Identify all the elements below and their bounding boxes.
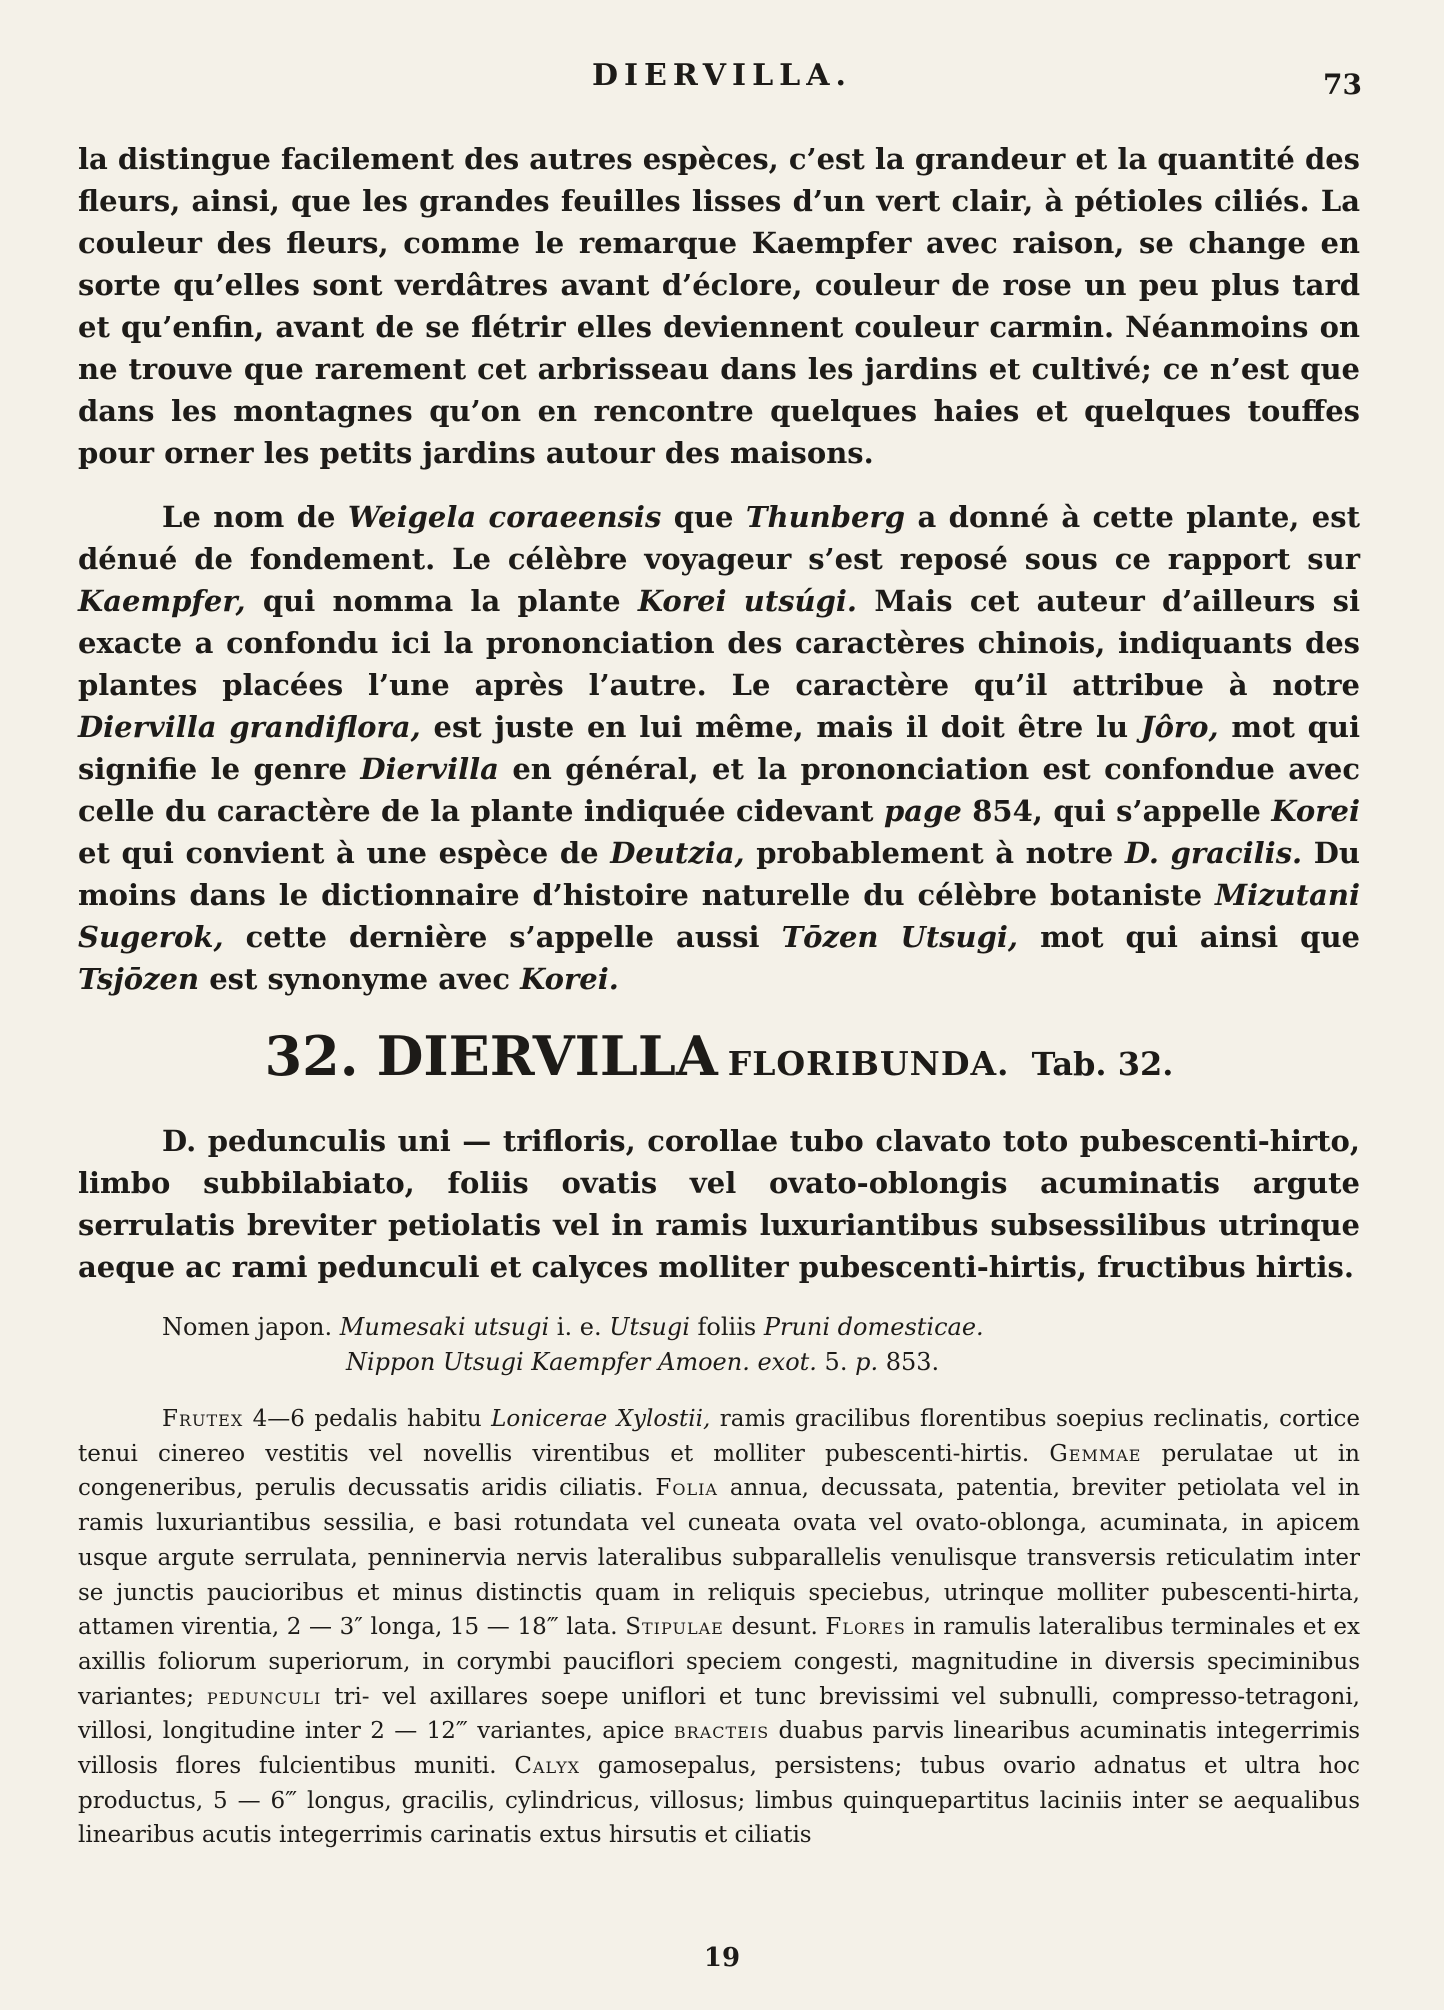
synonymy-line-japanese-name: Nomen japon. Mumesaki utsugi i. e. Utsugi foliis Pruni domesticae. <box>162 1313 984 1341</box>
synonymy-line-kaempfer: Nippon Utsugi Kaempfer Amoen. exot. 5. p. 853. <box>346 1348 940 1376</box>
page-number: 73 <box>1323 68 1362 101</box>
species-genus: DIERVILLA <box>376 1024 718 1088</box>
paragraph-continuation: la distingue facilement des autres espèces, c’est la grandeur et la quantité des fleurs, ainsi, que les grandes feuilles lisses d’un vert clair, à pétioles ciliés. La couleur des fleurs, comme le remarque Kaempfer avec raison, se change en sorte qu’elles sont verdâtres avant d’éclore, couleur de rose un peu plus tard et qu’enfin, avant de se flétrir elles deviennent couleur carmin. Néanmoins on ne trouve que rarement cet arbrisseau dans les jardins et cultivé; ce n’est que dans les montagnes qu’on en rencontre quelques haies et quelques touffes pour orner les petits jardins autour des maisons. <box>78 142 1360 470</box>
paragraph-weigela-note: Le nom de Weigela coraeensis que Thunberg a donné à cette plante, est dénué de fondement. Le célèbre voyageur s’est reposé sous ce rapport sur Kaempfer, qui nomma la plante Korei utsúgi. Mais cet auteur d’ailleurs si exacte a confondu ici la prononciation des caractères chinois, indiquants des plantes placées l’une après l’autre. Le caractère qu’il attribue à notre Diervilla grandiflora, est juste en lui même, mais il doit être lu Jôro, mot qui signifie le genre Diervilla en général, et la prononciation est confondue avec celle du caractère de la plante indiquée cidevant page 854, qui s’appelle Korei et qui convient à une espèce de Deutzia, probablement à notre D. gracilis. Du moins dans le dictionnaire d’histoire naturelle du célèbre botaniste Mizutani Sugerok, cette dernière s’appelle aussi Tōzen Utsugi, mot qui ainsi que Tsjōzen est synonyme avec Korei. <box>78 500 1361 996</box>
species-number: 32. <box>264 1024 359 1088</box>
species-diagnosis: D. pedunculis uni — trifloris, corollae tubo clavato toto pubescenti-hirto, limbo subbilabiato, foliis ovatis vel ovato-oblongis acuminatis argute serrulatis breviter petiolatis vel in ramis luxuriantibus subsessilibus utrinque aeque ac rami pedunculi et calyces molliter pubescenti-hirtis, fructibus hirtis. <box>78 1124 1360 1284</box>
plate-reference: Tab. 32. <box>1031 1045 1174 1083</box>
species-heading <box>78 1022 1360 1098</box>
species-epithet: FLORIBUNDA. <box>727 1044 1010 1083</box>
signature-mark: 19 <box>703 1943 741 1973</box>
running-head: DIERVILLA. <box>592 58 852 93</box>
synonymy <box>162 1310 1360 1380</box>
species-description: Frutex 4—6 pedalis habitu Lonicerae Xylostii, ramis gracilibus florentibus soepius reclinatis, cortice tenui cinereo vestitis vel novellis virentibus et molliter pubescenti-hirtis. Gemmae perulatae ut in congeneribus, perulis decussatis aridis ciliatis. Folia annua, decussata, patentia, breviter petiolata vel in ramis luxuriantibus sessilia, e basi rotundata vel cuneata ovata vel ovato-oblonga, acuminata, in apicem usque argute serrulata, penninervia nervis lateralibus subparallelis venulisque transversis reticulatim inter se junctis paucioribus et minus distinctis quam in reliquis speciebus, utrinque molliter pubescenti-hirta, attamen virentia, 2 — 3″ longa, 15 — 18‴ lata. Stipulae desunt. Flores in ramulis lateralibus terminales et ex axillis foliorum superiorum, in corymbi pauciflori speciem congesti, magnitudine in diversis speciminibus variantes; pedunculi tri- vel axillares soepe uniflori et tunc brevissimi vel subnulli, compresso-tetragoni, villosi, longitudine inter 2 — 12‴ variantes, apice bracteis duabus parvis linearibus acuminatis integerrimis villosis flores fulcientibus muniti. Calyx gamosepalus, persistens; tubus ovario adnatus et ultra hoc productus, 5 — 6‴ longus, gracilis, cylindricus, villosus; limbus quinquepartitus laciniis inter se aequalibus linearibus acutis integerrimis carinatis extus hirsutis et ciliatis <box>78 1406 1361 1849</box>
page-body <box>78 138 1360 1853</box>
